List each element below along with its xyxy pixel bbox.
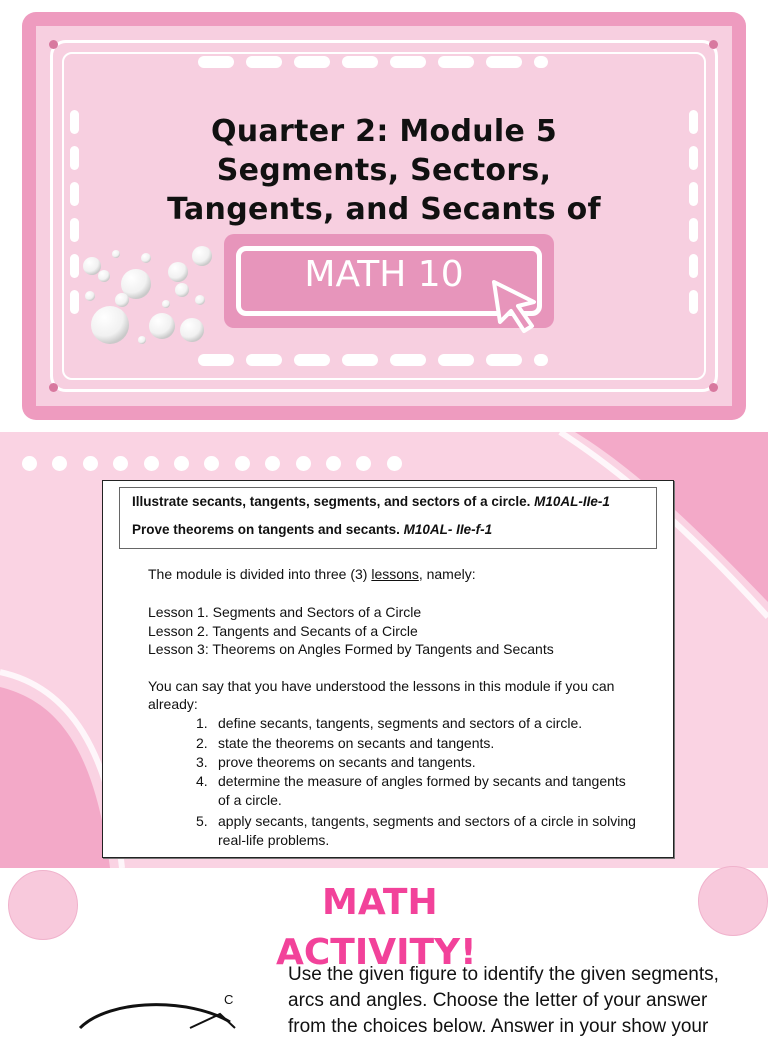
outcome-item: apply secants, tangents, segments and sectors of a circle in solving bbox=[218, 813, 636, 829]
cursor-arrow-icon bbox=[490, 278, 542, 334]
corner-dot bbox=[49, 383, 58, 392]
circle-decoration bbox=[698, 866, 768, 936]
dash-decoration bbox=[689, 254, 698, 278]
activity-title-line-2: ACTIVITY! bbox=[276, 932, 477, 973]
cover-panel bbox=[0, 0, 768, 432]
dash-decoration bbox=[294, 56, 330, 68]
corner-dot bbox=[709, 383, 718, 392]
module-overview-document bbox=[102, 480, 674, 858]
competency-1 bbox=[132, 494, 610, 509]
dash-decoration bbox=[689, 290, 698, 314]
activity-title-line-1: MATH bbox=[322, 882, 438, 923]
outcome-item: state the theorems on secants and tangents. bbox=[218, 735, 495, 751]
dash-decoration bbox=[198, 354, 234, 366]
lesson-item: Lesson 1. Segments and Sectors of a Circle bbox=[148, 604, 422, 620]
outcome-item: prove theorems on secants and tangents. bbox=[218, 754, 476, 770]
dash-decoration bbox=[390, 354, 426, 366]
circle-decoration bbox=[8, 870, 78, 940]
outcome-item: determine the measure of angles formed by secants and tangents bbox=[218, 773, 626, 789]
lesson-item: Lesson 3: Theorems on Angles Formed by Tangents and Secants bbox=[148, 641, 554, 657]
instruction-line-2: arcs and angles. Choose the letter of your answer bbox=[288, 990, 708, 1011]
dash-decoration bbox=[486, 56, 522, 68]
outcome-item-continued: real-life problems. bbox=[218, 832, 330, 848]
competency-2-text: Prove theorems on tangents and secants. bbox=[132, 522, 400, 537]
instruction-line-1: Use the given figure to identify the given segments, bbox=[288, 964, 719, 985]
instruction-line-3: from the choices below. Answer in your show your bbox=[288, 1016, 709, 1037]
bubbles-icon bbox=[76, 240, 226, 350]
outcomes-intro-line-2: already: bbox=[148, 696, 198, 712]
lessons-intro: The module is divided into three (3) lessons, namely: bbox=[148, 566, 476, 582]
outcomes-intro-line-1: You can say that you have understood the lessons in this module if you can bbox=[148, 678, 615, 694]
module-title-line-2: Segments, Sectors, bbox=[216, 153, 552, 188]
dash-decoration bbox=[390, 56, 426, 68]
outcome-number: 3. bbox=[196, 754, 208, 770]
outcome-number: 1. bbox=[196, 715, 208, 731]
competency-2-code: M10AL- IIe-f-1 bbox=[403, 522, 493, 537]
dash-decoration bbox=[246, 354, 282, 366]
competency-2 bbox=[132, 522, 492, 537]
outcome-number: 4. bbox=[196, 773, 208, 789]
corner-dot bbox=[709, 40, 718, 49]
dash-decoration bbox=[246, 56, 282, 68]
dash-decoration bbox=[342, 354, 378, 366]
module-title-line-1: Quarter 2: Module 5 bbox=[210, 114, 558, 149]
outcome-number: 5. bbox=[196, 813, 208, 829]
module-title-line-3: Tangents, and Secants of bbox=[167, 192, 601, 227]
dash-decoration bbox=[438, 354, 474, 366]
activity-panel bbox=[0, 868, 768, 1037]
outcome-number: 2. bbox=[196, 735, 208, 751]
dash-decoration bbox=[534, 56, 548, 68]
dot-row-decoration bbox=[22, 456, 417, 472]
competency-1-text: Illustrate secants, tangents, segments, and sectors of a circle. bbox=[132, 494, 531, 509]
dash-decoration bbox=[342, 56, 378, 68]
dash-decoration bbox=[198, 56, 234, 68]
subject-label: MATH 10 bbox=[304, 254, 464, 295]
objectives-panel bbox=[0, 432, 768, 868]
lesson-item: Lesson 2. Tangents and Secants of a Circle bbox=[148, 623, 418, 639]
outcome-item-continued: of a circle. bbox=[218, 792, 282, 808]
dash-decoration bbox=[486, 354, 522, 366]
competency-1-code: M10AL-IIe-1 bbox=[534, 494, 610, 509]
competencies-box bbox=[119, 487, 657, 549]
circle-figure bbox=[70, 988, 270, 1028]
corner-dot bbox=[49, 40, 58, 49]
point-label-c: C bbox=[224, 992, 234, 1007]
dash-decoration bbox=[294, 354, 330, 366]
outcome-item: define secants, tangents, segments and sectors of a circle. bbox=[218, 715, 583, 731]
dash-decoration bbox=[438, 56, 474, 68]
dash-decoration bbox=[534, 354, 548, 366]
